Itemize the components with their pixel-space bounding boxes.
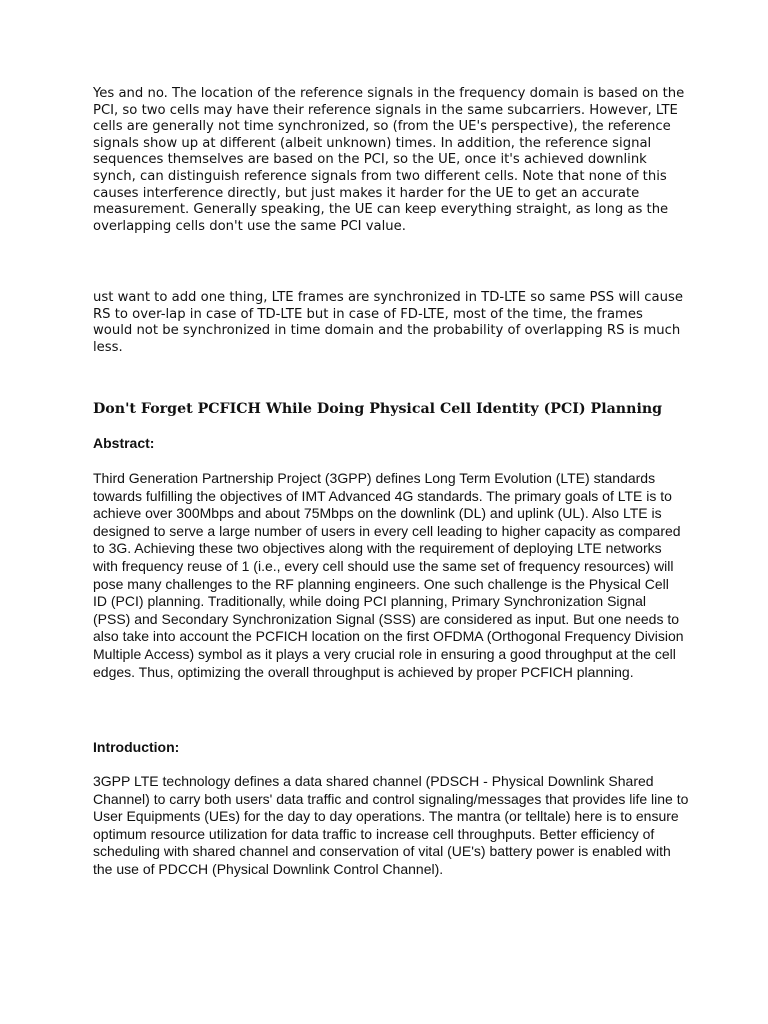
frame-sync-comment-paragraph: ust want to add one thing, LTE frames are synchronized in TD-LTE so same PSS will cause RS to over-lap in case of TD-LTE but in case of FD-LTE, most of the time, the frames would not be synchronized in time domain and the probability of overlapping RS is much less. [93,290,683,355]
introduction-paragraph: 3GPP LTE technology defines a data shared channel (PDSCH - Physical Downlink Shared Channel) to carry both users' data traffic and control signaling/messages that provides life line to User Equipments (UEs) for the day to day operations. The mantra (or telltale) here is to ensure optimum resource utilization for data traffic to increase cell throughputs. Better efficiency of scheduling with shared channel and conservation of vital (UE's) battery power is enabled with the use of PDCCH (Physical Downlink Control Channel). [93,773,689,877]
reference-signal-answer-paragraph: Yes and no. The location of the reference signals in the frequency domain is based on the PCI, so two cells may have their reference signals in the same subcarriers. However, LTE cells are generally not time synchronized, so (from the UE's perspective), the reference signals show up at different (albeit unknown) times. In addition, the reference signal sequences themselves are based on the PCI, so the UE, once it's achieved downlink synch, can distinguish reference signals from two different cells. Note that none of this causes interference directly, but just makes it harder for the UE to get an accurate measurement. Generally speaking, the UE can keep everything straight, as long as the overlapping cells don't use the same PCI value. [93,86,685,234]
abstract-paragraph: Third Generation Partnership Project (3GPP) defines Long Term Evolution (LTE) standards towards fulfilling the objectives of IMT Advanced 4G standards. The primary goals of LTE is to achieve over 300Mbps and about 75Mbps on the downlink (DL) and uplink (UL). Also LTE is designed to serve a large number of users in every cell leading to higher capacity as compared to 3G. Achieving these two objectives along with the requirement of deploying LTE networks with frequency reuse of 1 (i.e., every cell should use the same set of frequency resources) will pose many challenges to the RF planning engineers. One such challenge is the Physical Cell ID (PCI) planning. Traditionally, while doing PCI planning, Primary Synchronization Signal (PSS) and Secondary Synchronization Signal (SSS) are considered as input. But one needs to also take into account the PCFICH location on the first OFDMA (Orthogonal Frequency Division Multiple Access) symbol as it plays a very crucial role in ensuring a good throughput at the cell edges. Thus, optimizing the overall throughput is achieved by proper PCFICH planning. [93,470,684,680]
article-title: Don't Forget PCFICH While Doing Physical Cell Identity (PCI) Planning [93,401,663,417]
abstract-heading: Abstract: [93,435,155,451]
introduction-heading: Introduction: [93,739,180,755]
